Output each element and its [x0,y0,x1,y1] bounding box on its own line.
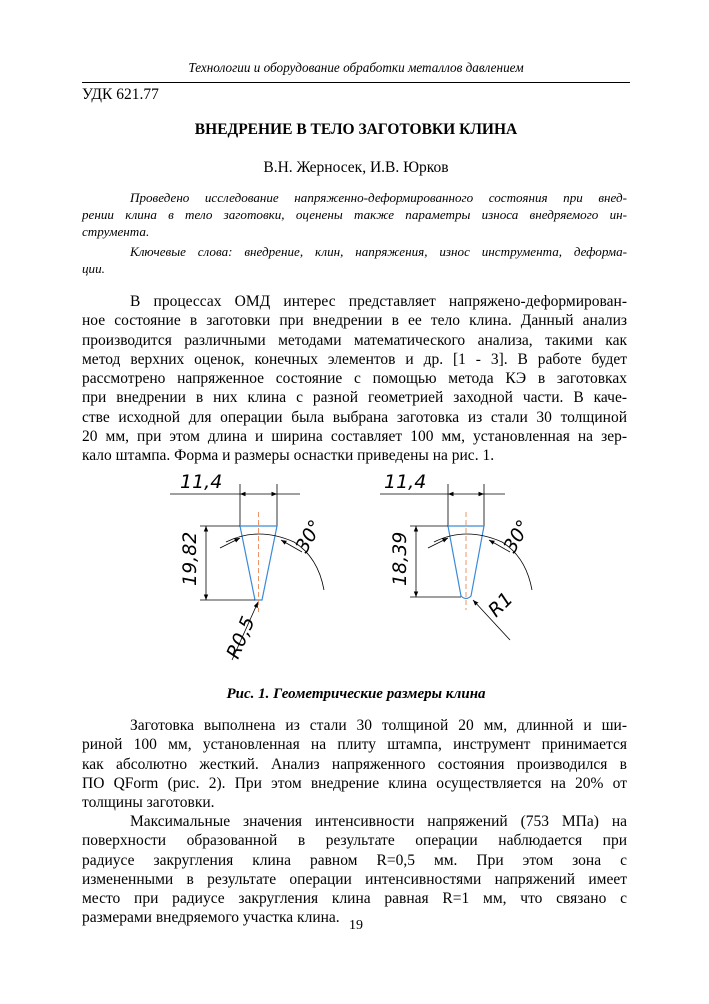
text-line: как абсолютно жесткий. Анализ напряженного состояния производился в [82,755,627,773]
left-radius-label: R0,5 [222,613,260,662]
abstract-line: струмента. [82,224,150,239]
text-line: кало штампа. Форма и размеры оснастки приведены на рис. 1. [82,447,495,465]
text-line: ПО QForm (рис. 2). При этом внедрение клина осуществляется на 20% от [82,774,627,792]
wedge-geometry-figure [160,462,560,672]
text-line: Заготовка выполнена из стали 30 толщиной 20 мм, длинной и ши- [130,717,627,734]
text-line: измененными в результате операции интенсивностями напряжений имеет [82,870,627,888]
text-line: 20 мм, при этом длина и ширина составляет 100 мм, установленная на зер- [82,428,627,446]
paragraph-3 [82,812,627,928]
header-rule [82,82,630,83]
intro-paragraph [82,292,627,466]
text-line: стве исходной для операции была выбрана заготовка из стали 30 толщиной [82,408,627,426]
text-line: Максимальные значения интенсивности напряжений (753 МПа) на [130,813,627,830]
left-height-label: 19,82 [179,531,201,586]
journal-header: Технологии и оборудование обработки металлов давлением [188,60,524,75]
paper-authors: В.Н. Жерносек, И.В. Юрков [263,159,449,176]
right-angle-label: 30° [499,516,536,557]
right-width-label: 11,4 [384,471,427,493]
page-number: 19 [349,918,363,933]
keywords-line: Ключевые слова: внедрение, клин, напряжения, износ инструмента, деформа- [130,244,627,259]
left-angle-label: 30° [291,516,328,557]
text-line: В процессах ОМД интерес представляет напряжено-деформирован- [130,293,627,310]
text-line: толщины заготовки. [82,794,215,812]
keywords [82,243,627,277]
paragraph-2 [82,716,627,812]
right-radius-label: R1 [483,588,518,622]
abstract [82,189,627,240]
left-width-label: 11,4 [180,471,223,493]
figure-caption: Рис. 1. Геометрические размеры клина [226,686,486,702]
text-line: место при радиусе закругления клина равная R=1 мм, что связано с [82,890,627,908]
abstract-line: рении клина в тело заготовки, оценены также параметры износа внедряемого ин- [82,207,627,222]
text-line: ное состояние в заготовки при внедрении в ее тело клина. Данный анализ [82,312,627,330]
text-line: размерами внедряемого участка клина. [82,909,340,927]
udk-code: УДК 621.77 [82,86,159,103]
text-line: риной 100 мм, установленная на плиту штампа, инструмент принимается [82,736,627,754]
text-line: рассмотрено напряженное состояние с помощью метода КЭ в заготовках [82,370,627,388]
text-line: производится различными методами математического анализа, такими как [82,331,627,349]
text-line: поверхности образованной в результате операции наблюдается при [82,832,627,850]
paper-title: ВНЕДРЕНИЕ В ТЕЛО ЗАГОТОВКИ КЛИНА [194,121,518,138]
keywords-line: ции. [82,261,105,276]
text-line: радиусе закругления клина равном R=0,5 мм. При этом зона с [82,851,627,869]
text-line: при внедрении в них клина с разной геометрией заходной части. В каче- [82,389,627,407]
abstract-line: Проведено исследование напряженно-деформированного состояния при внед- [130,190,627,205]
text-line: метод верхних оценок, конечных элементов и др. [1 - 3]. В работе будет [82,350,627,368]
right-height-label: 18,39 [389,531,411,586]
